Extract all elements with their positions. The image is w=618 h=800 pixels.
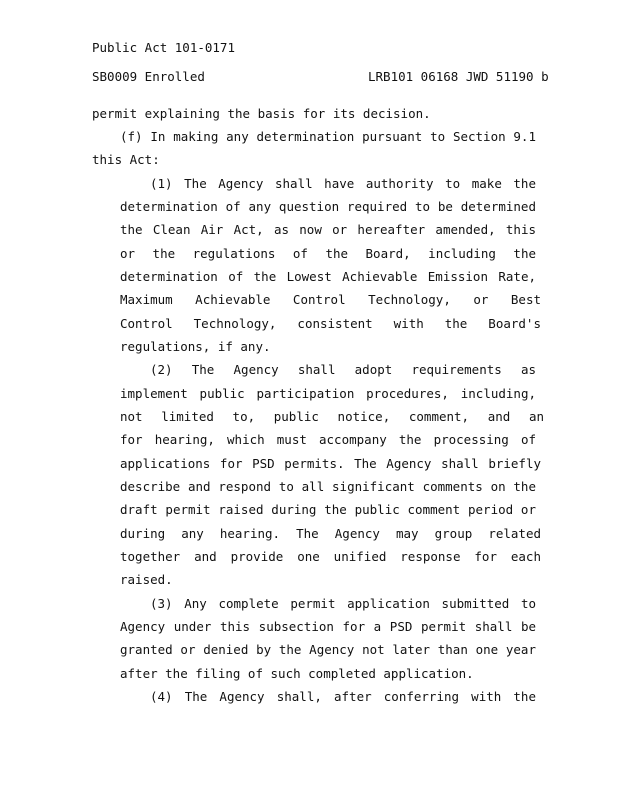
text-line: Control Technology, consistent with the Board's <box>120 316 541 331</box>
text-line: implement public participation procedures, including, <box>120 386 536 401</box>
text-line: during any hearing. The Agency may group related <box>120 526 541 541</box>
public-act-number: Public Act 101-0171 <box>92 40 235 55</box>
text-line: raised. <box>120 572 173 587</box>
text-line: (1) The Agency shall have authority to make the <box>150 176 536 191</box>
lrb-reference: LRB101 06168 JWD 51190 b <box>368 69 549 84</box>
text-line: (f) In making any determination pursuant to Section 9.1 <box>120 129 536 144</box>
text-line: for hearing, which must accompany the processing of <box>120 432 536 447</box>
text-line: not limited to, public notice, comment, and an <box>120 409 544 424</box>
text-line: regulations, if any. <box>120 339 271 354</box>
text-line: (4) The Agency shall, after conferring with the <box>150 689 536 704</box>
text-line: Maximum Achievable Control Technology, or Best <box>120 292 541 307</box>
text-line: applications for PSD permits. The Agency shall briefly <box>120 456 541 471</box>
text-line: (2) The Agency shall adopt requirements as <box>150 362 536 377</box>
bill-number: SB0009 Enrolled <box>92 69 205 84</box>
text-line: permit explaining the basis for its decision. <box>92 106 431 121</box>
text-line: together and provide one unified response for each <box>120 549 541 564</box>
text-line: determination of the Lowest Achievable Emission Rate, <box>120 269 536 284</box>
text-line: draft permit raised during the public comment period or <box>120 502 536 517</box>
text-line: describe and respond to all significant comments on the <box>120 479 536 494</box>
text-line: granted or denied by the Agency not later than one year <box>120 642 536 657</box>
text-line: determination of any question required to be determined <box>120 199 536 214</box>
text-line: Agency under this subsection for a PSD permit shall be <box>120 619 536 634</box>
text-line: the Clean Air Act, as now or hereafter amended, this <box>120 222 536 237</box>
text-line: (3) Any complete permit application submitted to <box>150 596 536 611</box>
text-line: or the regulations of the Board, including the <box>120 246 536 261</box>
text-line: this Act: <box>92 152 160 167</box>
text-line: after the filing of such completed application. <box>120 666 474 681</box>
